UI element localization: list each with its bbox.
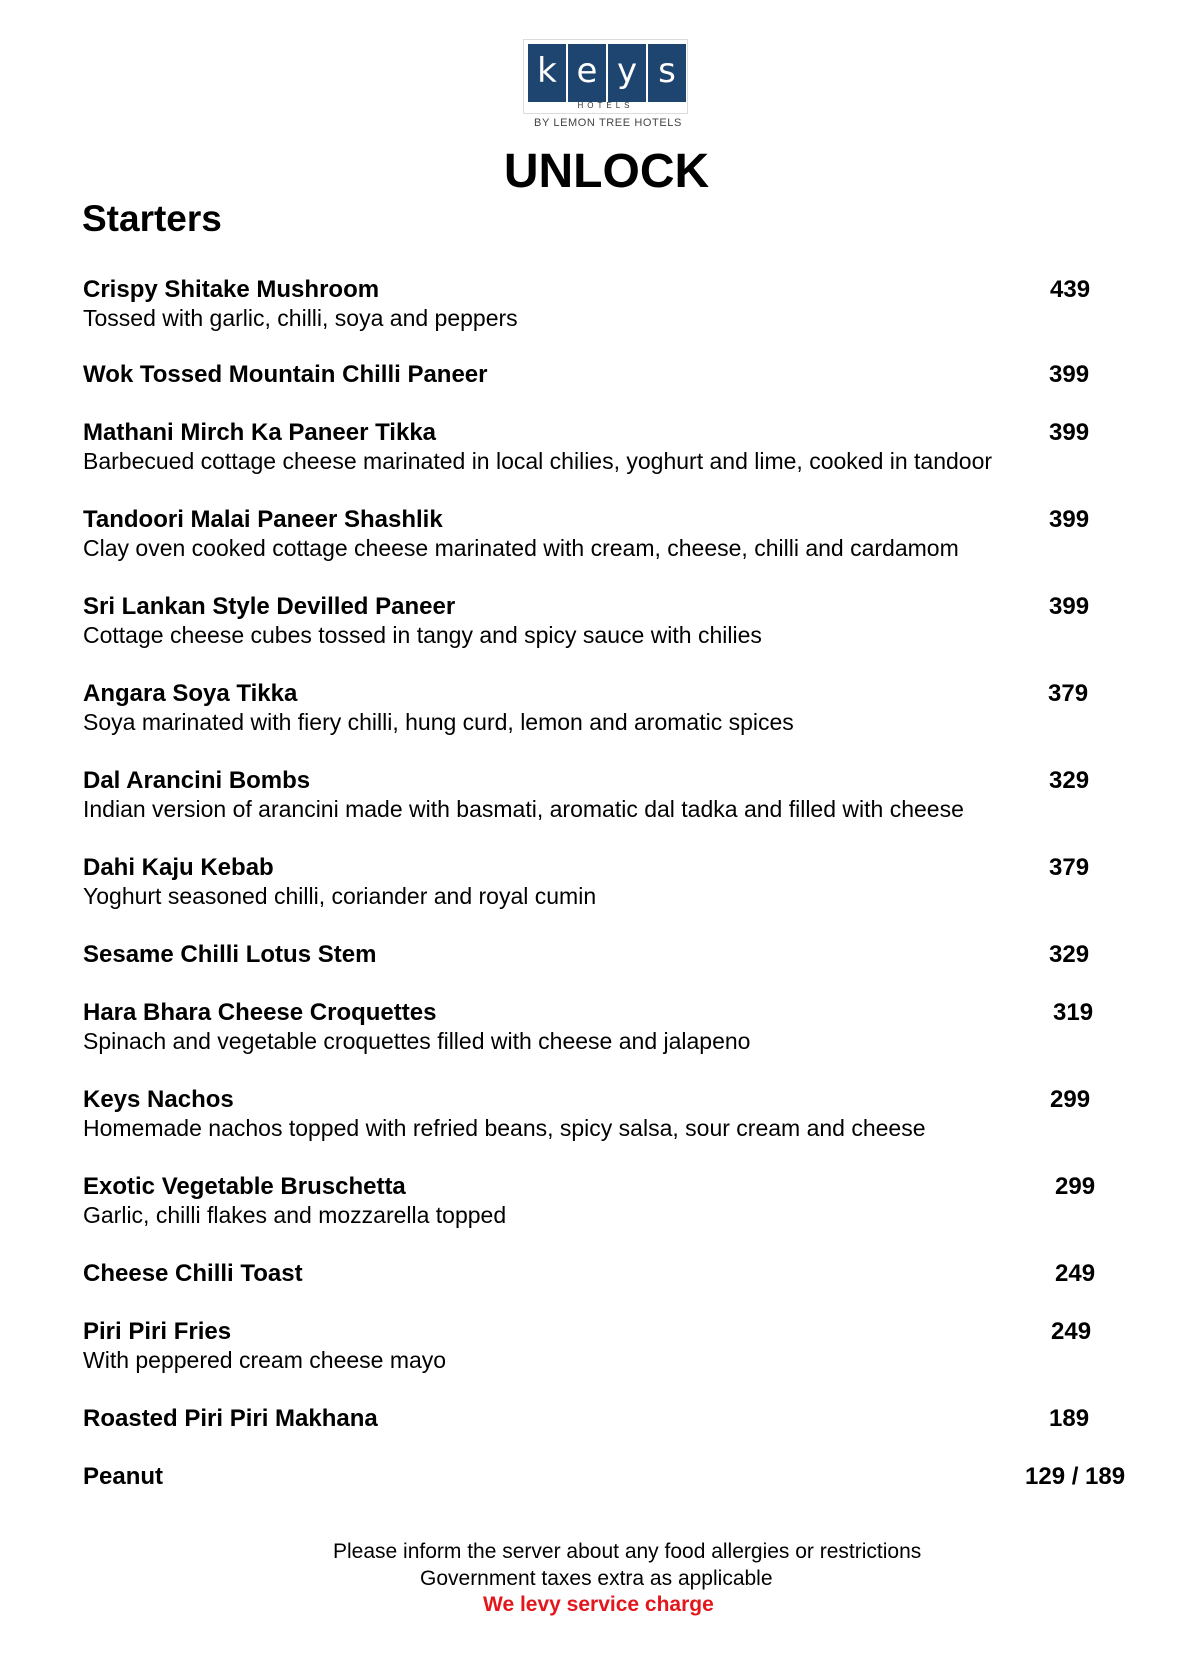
item-name: Mathani Mirch Ka Paneer Tikka: [83, 419, 437, 446]
item-price: 249: [1051, 1318, 1092, 1345]
logo-letter: s: [648, 44, 686, 102]
page-title: UNLOCK: [503, 145, 710, 198]
item-name: Hara Bhara Cheese Croquettes: [83, 999, 437, 1026]
item-description: Barbecued cottage cheese marinated in local chilies, yoghurt and lime, cooked in tandoor: [83, 448, 993, 474]
tax-note: Government taxes extra as applicable: [420, 1567, 773, 1590]
item-price: 399: [1049, 593, 1090, 620]
item-description: Indian version of arancini made with basmati, aromatic dal tadka and filled with cheese: [83, 796, 964, 822]
item-price: 299: [1050, 1086, 1091, 1113]
item-name: Tandoori Malai Paneer Shashlik: [83, 506, 443, 533]
item-description: Cottage cheese cubes tossed in tangy and spicy sauce with chilies: [83, 622, 762, 648]
item-name: Wok Tossed Mountain Chilli Paneer: [83, 361, 488, 388]
brand-logo: [523, 39, 688, 114]
item-description: With peppered cream cheese mayo: [83, 1347, 447, 1373]
item-price: 329: [1049, 941, 1090, 968]
logo-tiles: [528, 44, 686, 102]
item-name: Piri Piri Fries: [83, 1318, 232, 1345]
logo-letter: k: [528, 44, 566, 102]
item-description: Tossed with garlic, chilli, soya and peppers: [83, 305, 518, 331]
item-name: Exotic Vegetable Bruschetta: [83, 1173, 406, 1200]
item-name: Roasted Piri Piri Makhana: [83, 1405, 378, 1432]
allergy-note: Please inform the server about any food allergies or restrictions: [333, 1540, 922, 1563]
item-price: 129 / 189: [1025, 1463, 1126, 1490]
item-price: 399: [1049, 419, 1090, 446]
item-price: 189: [1049, 1405, 1090, 1432]
item-description: Clay oven cooked cottage cheese marinated with cream, cheese, chilli and cardamom: [83, 535, 959, 561]
item-description: Spinach and vegetable croquettes filled with cheese and jalapeno: [83, 1028, 751, 1054]
item-name: Crispy Shitake Mushroom: [83, 276, 380, 303]
item-price: 379: [1049, 854, 1090, 881]
item-name: Dahi Kaju Kebab: [83, 854, 274, 881]
service-charge-note: We levy service charge: [483, 1593, 714, 1616]
item-price: 299: [1055, 1173, 1096, 1200]
item-price: 399: [1049, 361, 1090, 388]
item-price: 439: [1050, 276, 1091, 303]
item-price: 379: [1048, 680, 1089, 707]
item-name: Cheese Chilli Toast: [83, 1260, 303, 1287]
item-description: Homemade nachos topped with refried beans, spicy salsa, sour cream and cheese: [83, 1115, 926, 1141]
logo-letter: e: [568, 44, 606, 102]
item-name: Angara Soya Tikka: [83, 680, 298, 707]
logo-letter: y: [608, 44, 646, 102]
item-price: 319: [1053, 999, 1094, 1026]
item-price: 399: [1049, 506, 1090, 533]
item-name: Peanut: [83, 1463, 164, 1490]
item-name: Keys Nachos: [83, 1086, 234, 1113]
section-heading: Starters: [82, 198, 222, 239]
logo-subtitle: HOTELS: [577, 101, 634, 110]
item-name: Sesame Chilli Lotus Stem: [83, 941, 377, 968]
item-name: Dal Arancini Bombs: [83, 767, 311, 794]
item-description: Garlic, chilli flakes and mozzarella topped: [83, 1202, 507, 1228]
item-price: 249: [1055, 1260, 1096, 1287]
item-name: Sri Lankan Style Devilled Paneer: [83, 593, 456, 620]
item-price: 329: [1049, 767, 1090, 794]
logo-byline: BY LEMON TREE HOTELS: [534, 117, 682, 129]
item-description: Yoghurt seasoned chilli, coriander and royal cumin: [83, 883, 597, 909]
item-description: Soya marinated with fiery chilli, hung curd, lemon and aromatic spices: [83, 709, 794, 735]
